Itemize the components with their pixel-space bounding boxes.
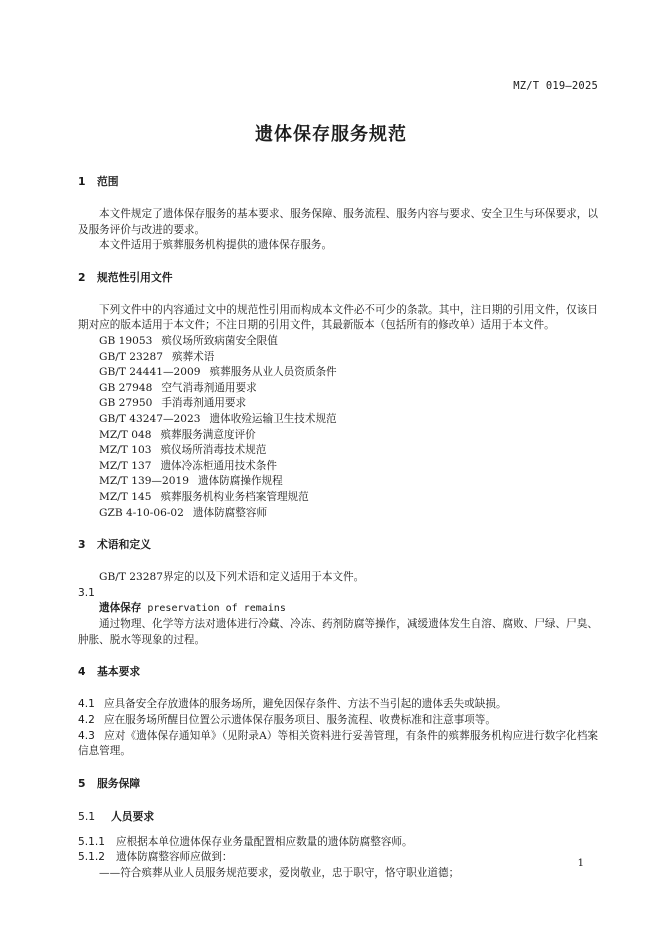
- section-1-heading: [78, 174, 598, 191]
- clause-number: 5.1.1: [78, 835, 105, 848]
- reference-code: GB/T 43247—2023: [99, 412, 201, 425]
- clause-text: 遗体防腐整容师应做到：: [116, 851, 233, 864]
- paragraph: 本文件适用于殡葬服务机构提供的遗体保存服务。: [99, 239, 333, 252]
- reference-code: GB 27950: [99, 397, 153, 410]
- reference-item: [78, 365, 598, 381]
- clause-number: 4.3: [78, 729, 95, 742]
- reference-list: [78, 334, 598, 521]
- reference-title: 殡仪场所消毒技术规范: [160, 444, 267, 457]
- term-number: 3.1: [78, 586, 95, 599]
- section-number: 2: [78, 270, 86, 284]
- clause-number: 5.1.2: [78, 851, 105, 864]
- section-title: 服务保障: [97, 776, 141, 790]
- reference-code: GZB 4-10-06-02: [99, 506, 184, 519]
- reference-item: [78, 443, 598, 459]
- document-title: 遗体保存服务规范: [255, 124, 407, 145]
- section-number: 5: [78, 776, 86, 790]
- reference-item: [78, 412, 598, 428]
- reference-code: MZ/T 103: [99, 444, 152, 457]
- section-number: 4: [78, 665, 86, 679]
- section-4-heading: [78, 664, 598, 681]
- section-number: 3: [78, 538, 86, 552]
- section-title: 术语和定义: [97, 538, 151, 552]
- reference-item: [78, 459, 598, 475]
- term-chinese: 遗体保存: [99, 602, 142, 615]
- reference-code: GB 19053: [99, 334, 153, 347]
- subsection-5-1-heading: [78, 809, 598, 825]
- paragraph: 下列文件中的内容通过文中的规范性引用而构成本文件必不可少的条款。其中，注日期的引用文件，仅该日期对应的版本适用于本文件；不注日期的引用文件，其最新版本（包括所有的修改单）适用于本文件。: [78, 303, 598, 332]
- reference-title: 遗体冷冻柜通用技术条件: [160, 459, 277, 472]
- term-entry: [78, 601, 598, 617]
- reference-item: [78, 396, 598, 412]
- clause-text: 应对《遗体保存通知单》（见附录A）等相关资料进行妥善管理，有条件的殡葬服务机构应进行数字化档案信息管理。: [78, 729, 598, 758]
- clause: [78, 835, 598, 851]
- reference-code: MZ/T 048: [99, 428, 152, 441]
- clause: [78, 697, 598, 713]
- reference-item: [78, 474, 598, 490]
- clause: [78, 850, 598, 866]
- reference-code: MZ/T 137: [99, 459, 152, 472]
- section-title: 范围: [97, 175, 119, 188]
- clause-number: 4.1: [78, 698, 95, 711]
- reference-item: [78, 381, 598, 397]
- section-5-heading: [78, 776, 598, 793]
- reference-title: 殡葬服务满意度评价: [160, 428, 256, 441]
- reference-code: GB 27948: [99, 381, 153, 394]
- reference-item: [78, 350, 598, 366]
- reference-code: GB/T 24441—2009: [99, 366, 201, 379]
- reference-title: 空气消毒剂通用要求: [161, 381, 257, 394]
- section-number: 1: [78, 175, 86, 188]
- reference-title: 殡葬服务从业人员资质条件: [209, 366, 337, 379]
- section-2-heading: [78, 270, 598, 287]
- dash-list-item: ——符合殡葬从业人员服务规范要求，爱岗敬业，忠于职守，恪守职业道德；: [99, 867, 460, 880]
- clause-number: 4.2: [78, 714, 95, 727]
- subsection-number: 5.1: [78, 809, 96, 823]
- clause: [78, 713, 598, 729]
- term-definition: 通过物理、化学等方法对遗体进行冷藏、冷冻、药剂防腐等操作，减缓遗体发生自溶、腐败、尸绿、尸臭、肿胀、脱水等现象的过程。: [78, 618, 598, 646]
- reference-title: 遗体防腐整容师: [192, 506, 268, 519]
- reference-title: 遗体防腐操作规程: [198, 475, 283, 488]
- section-title: 规范性引用文件: [97, 270, 173, 284]
- paragraph: GB/T 23287界定的以及下列术语和定义适用于本文件。: [99, 571, 365, 584]
- reference-code: GB/T 23287: [99, 350, 163, 363]
- clause-text: 应在服务场所醒目位置公示遗体保存服务项目、服务流程、收费标准和注意事项等。: [104, 714, 496, 727]
- reference-item: [78, 506, 598, 522]
- reference-code: MZ/T 145: [99, 490, 152, 503]
- document-body: [78, 174, 598, 882]
- clause-text: 应根据本单位遗体保存业务量配置相应数量的遗体防腐整容师。: [116, 835, 413, 848]
- reference-item: [78, 428, 598, 444]
- standard-code: MZ/T 019—2025: [513, 80, 598, 92]
- reference-title: 殡葬术语: [171, 350, 215, 363]
- section-title: 基本要求: [97, 665, 141, 679]
- reference-item: [78, 490, 598, 506]
- reference-title: 遗体收殓运输卫生技术规范: [209, 412, 337, 425]
- reference-item: [78, 334, 598, 350]
- clause-text: 应具备安全存放遗体的服务场所，避免因保存条件、方法不当引起的遗体丢失或缺损。: [104, 698, 507, 711]
- term-english: preservation of remains: [147, 603, 286, 615]
- reference-title: 殡仪场所致病菌安全限值: [161, 334, 278, 347]
- reference-code: MZ/T 139—2019: [99, 475, 189, 488]
- reference-title: 殡葬服务机构业务档案管理规范: [160, 490, 309, 503]
- page-number: 1: [577, 858, 584, 869]
- reference-title: 手消毒剂通用要求: [161, 397, 247, 410]
- paragraph: 本文件规定了遗体保存服务的基本要求、服务保障、服务流程、服务内容与要求、安全卫生与环保要求，以及服务评价与改进的要求。: [78, 208, 598, 236]
- section-3-heading: [78, 537, 598, 554]
- subsection-title: 人员要求: [111, 809, 155, 823]
- clause: [78, 729, 598, 760]
